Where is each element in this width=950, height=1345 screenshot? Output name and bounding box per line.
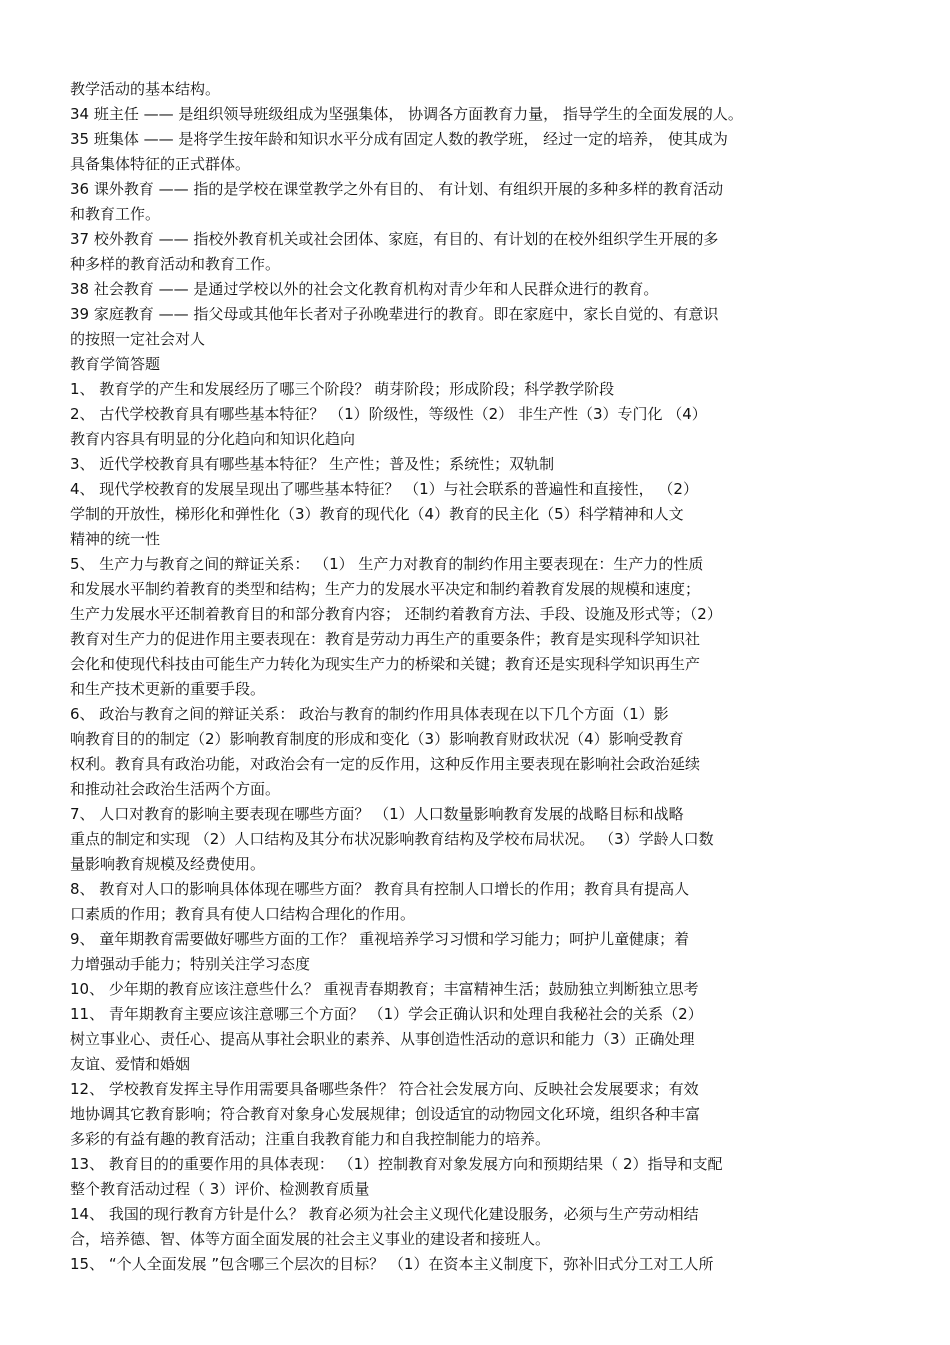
text-line: 14、 我国的现行教育方针是什么？ 教育必须为社会主义现代化建设服务，必须与生产劳动相结 xyxy=(70,1205,699,1223)
text-line: 9、 童年期教育需要做好哪些方面的工作？ 重视培养学习习惯和学习能力；呵护儿童健康；着 xyxy=(70,930,690,948)
text-line: 7、 人口对教育的影响主要表现在哪些方面？ （1）人口数量影响教育发展的战略目标和战略 xyxy=(70,805,684,823)
text-line: 13、 教育目的的重要作用的具体表现： （1）控制教育对象发展方向和预期结果（ 2）指导和支配 xyxy=(70,1155,723,1173)
text-line: 口素质的作用；教育具有使人口结构合理化的作用。 xyxy=(70,905,416,923)
text-line: 12、 学校教育发挥主导作用需要具备哪些条件？ 符合社会发展方向、反映社会发展要求；有效 xyxy=(70,1080,699,1098)
text-line: 和教育工作。 xyxy=(70,205,161,223)
text-line: 生产力发展水平还制着教育目的和部分教育内容； 还制约着教育方法、手段、设施及形式等；（2） xyxy=(70,605,722,623)
text-line: 树立事业心、责任心、提高从事社会职业的素养、从事创造性活动的意识和能力（3）正确处理 xyxy=(70,1030,695,1048)
text-line: 15、 “个人全面发展 ”包含哪三个层次的目标？ （1）在资本主义制度下，弥补旧式分工对工人所 xyxy=(70,1255,714,1273)
text-line: 教育对生产力的促进作用主要表现在：教育是劳动力再生产的重要条件；教育是实现科学知识社 xyxy=(70,630,701,648)
text-line: 响教育目的的制定（2）影响教育制度的形成和变化（3）影响教育财政状况（4）影响受教育 xyxy=(70,730,684,748)
text-line: 35 班集体 —— 是将学生按年龄和知识水平分成有固定人数的教学班， 经过一定的培养， 使其成为 xyxy=(70,130,728,148)
text-line: 和生产技术更新的重要手段。 xyxy=(70,680,266,698)
text-line: 的按照一定社会对人 xyxy=(70,330,206,348)
text-line: 力增强动手能力；特别关注学习态度 xyxy=(70,955,311,973)
text-line: 36 课外教育 —— 指的是学校在课堂教学之外有目的、 有计划、有组织开展的多种多样的教育活动 xyxy=(70,180,724,198)
text-line: 8、 教育对人口的影响具体体现在哪些方面？ 教育具有控制人口增长的作用；教育具有提高人 xyxy=(70,880,690,898)
text-line: 学制的开放性，梯形化和弹性化（3）教育的现代化（4）教育的民主化（5）科学精神和人文 xyxy=(70,505,684,523)
text-line: 会化和使现代科技由可能生产力转化为现实生产力的桥梁和关键；教育还是实现科学知识再生产 xyxy=(70,655,701,673)
text-line: 39 家庭教育 —— 指父母或其他年长者对子孙晚辈进行的教育。即在家庭中，家长自觉的、有意识 xyxy=(70,305,719,323)
text-line: 10、 少年期的教育应该注意些什么？ 重视青春期教育；丰富精神生活；鼓励独立判断独立思考 xyxy=(70,980,699,998)
text-line: 37 校外教育 —— 指校外教育机关或社会团体、家庭，有目的、有计划的在校外组织学生开展的多 xyxy=(70,230,719,248)
text-line: 和推动社会政治生活两个方面。 xyxy=(70,780,281,798)
text-line: 2、 古代学校教育具有哪些基本特征？ （1）阶级性，等级性（2） 非生产性（3）专门化 （4） xyxy=(70,405,707,423)
text-line: 5、 生产力与教育之间的辩证关系： （1） 生产力对教育的制约作用主要表现在：生产力的性质 xyxy=(70,555,704,573)
text-line: 合，培养德、智、体等方面全面发展的社会主义事业的建设者和接班人。 xyxy=(70,1230,551,1248)
text-line: 权利。教育具有政治功能，对政治会有一定的反作用，这种反作用主要表现在影响社会政治延续 xyxy=(70,755,701,773)
text-line: 和发展水平制约着教育的类型和结构；生产力的发展水平决定和制约着教育发展的规模和速度； xyxy=(70,580,701,598)
text-line: 重点的制定和实现 （2）人口结构及其分布状况影响教育结构及学校布局状况。 （3）学龄人口数 xyxy=(70,830,714,848)
text-line: 友谊、爱情和婚姻 xyxy=(70,1055,191,1073)
text-line: 11、 青年期教育主要应该注意哪三个方面？ （1）学会正确认识和处理自我秘社会的关系（2） xyxy=(70,1005,703,1023)
text-line: 4、 现代学校教育的发展呈现出了哪些基本特征？ （1）与社会联系的普遍性和直接性， （2） xyxy=(70,480,698,498)
text-line: 6、 政治与教育之间的辩证关系： 政治与教育的制约作用具体表现在以下几个方面（1）影 xyxy=(70,705,669,723)
text-line: 地协调其它教育影响；符合教育对象身心发展规律；创设适宜的动物园文化环境，组织各种丰富 xyxy=(70,1105,701,1123)
text-line: 具备集体特征的正式群体。 xyxy=(70,155,251,173)
text-line: 34 班主任 —— 是组织领导班级组成为坚强集体， 协调各方面教育力量， 指导学生的全面发展的人。 xyxy=(70,105,743,123)
text-line: 量影响教育规模及经费使用。 xyxy=(70,855,266,873)
text-line: 教育学简答题 xyxy=(70,355,161,373)
text-line: 38 社会教育 —— 是通过学校以外的社会文化教育机构对青少年和人民群众进行的教育。 xyxy=(70,280,659,298)
text-line: 整个教育活动过程（ 3）评价、检测教育质量 xyxy=(70,1180,370,1198)
text-line: 教学活动的基本结构。 xyxy=(70,80,221,98)
text-line: 3、 近代学校教育具有哪些基本特征？ 生产性；普及性；系统性；双轨制 xyxy=(70,455,555,473)
text-line: 多彩的有益有趣的教育活动；注重自我教育能力和自我控制能力的培养。 xyxy=(70,1130,551,1148)
text-line: 1、 教育学的产生和发展经历了哪三个阶段？ 萌芽阶段；形成阶段；科学教学阶段 xyxy=(70,380,615,398)
text-line: 精神的统一性 xyxy=(70,530,161,548)
text-line: 教育内容具有明显的分化趋向和知识化趋向 xyxy=(70,430,356,448)
text-line: 种多样的教育活动和教育工作。 xyxy=(70,255,281,273)
